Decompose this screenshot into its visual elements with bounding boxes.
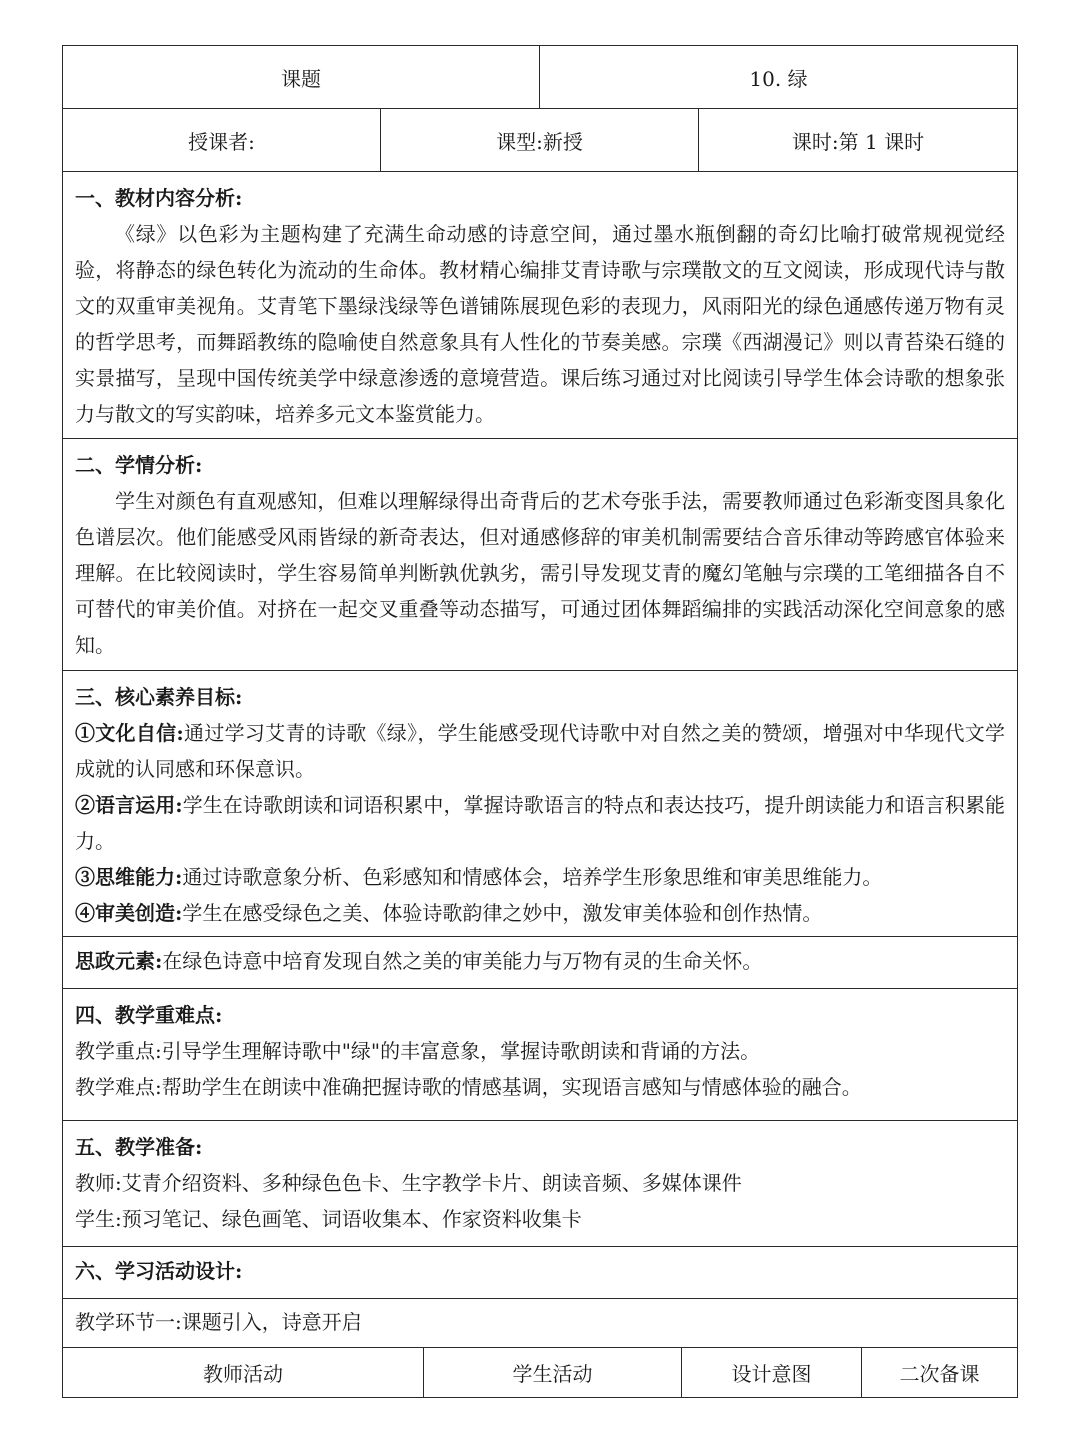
column-header: 学生活动 (424, 1348, 682, 1397)
section-body: 《绿》以色彩为主题构建了充满生命动感的诗意空间，通过墨水瓶倒翻的奇幻比喻打破常规视觉经验，将静态的绿色转化为流动的生命体。教材精心编排艾青诗歌与宗璞散文的互文阅读，形成现代诗与散文的双重审美视角。艾青笔下墨绿浅绿等色谱铺陈展现色彩的表现力，风雨阳光的绿色通感传递万物有灵的哲学思考，而舞蹈教练的隐喻使自然意象具有人性化的节奏美感。宗璞《西湖漫记》则以青苔染石缝的实景描写，呈现中国传统美学中绿意渗透的意境营造。课后练习通过对比阅读引导学生体会诗歌的想象张力与散文的写实韵味，培养多元文本鉴赏能力。 (75, 222, 1005, 426)
section-title: 六、学习活动设计: (75, 1259, 243, 1283)
column-header: 设计意图 (682, 1348, 862, 1397)
section-title: 一、教材内容分析: (75, 186, 243, 210)
goal-label: ④审美创造: (75, 901, 183, 925)
goal-label: ③思维能力: (75, 865, 183, 889)
step-row (63, 1299, 1017, 1348)
student-preparation: 学生:预习笔记、绿色画笔、词语收集本、作家资料收集卡 (75, 1207, 582, 1231)
goal-text: 学生在感受绿色之美、体验诗歌韵律之妙中，激发审美体验和创作热情。 (182, 901, 823, 925)
section-key-difficult-points (63, 989, 1017, 1121)
teacher-label: 授课者: (63, 109, 381, 171)
difficult-point: 教学难点:帮助学生在朗读中准确把握诗歌的情感基调，实现语言感知与情感体验的融合。 (75, 1075, 862, 1099)
section-preparation (63, 1121, 1017, 1247)
topic-value: 10. 绿 (749, 66, 808, 91)
goal-text: 学生在诗歌朗读和词语积累中，掌握诗歌语言的特点和表达技巧，提升朗读能力和语言积累能力。 (75, 793, 1005, 853)
column-header: 二次备课 (899, 1362, 980, 1386)
goal-label: ①文化自信: (75, 721, 184, 745)
ideology-row (63, 937, 1017, 989)
lesson-period: 课时:第 1 课时 (791, 129, 925, 154)
goal-text: 通过学习艾青的诗歌《绿》，学生能感受现代诗歌中对自然之美的赞颂，增强对中华现代文学成就的认同感和环保意识。 (75, 721, 1006, 781)
goal-label: ②语言运用: (75, 793, 183, 817)
info-row (63, 109, 1017, 172)
goal-item (75, 859, 1005, 895)
goal-item (75, 715, 1005, 787)
section-title: 四、教学重难点: (75, 1003, 223, 1027)
key-point: 教学重点:引导学生理解诗歌中"绿"的丰富意象，掌握诗歌朗读和背诵的方法。 (75, 1039, 761, 1063)
lesson-type: 课型:新授 (381, 109, 699, 171)
section-activity-design (63, 1247, 1017, 1299)
ideology-label: 思政元素: (75, 949, 163, 973)
lesson-plan-table (62, 45, 1018, 1398)
goal-text: 通过诗歌意象分析、色彩感知和情感体会，培养学生形象思维和审美思维能力。 (182, 865, 883, 889)
ideology-text: 在绿色诗意中培育发现自然之美的审美能力与万物有灵的生命关怀。 (162, 949, 763, 973)
goal-item (75, 895, 1005, 931)
activity-columns-header (63, 1348, 1017, 1397)
teacher-preparation: 教师:艾青介绍资料、多种绿色色卡、生字教学卡片、朗读音频、多媒体课件 (75, 1171, 742, 1195)
section-student-analysis (63, 439, 1017, 671)
section-title: 三、核心素养目标: (75, 685, 243, 709)
teaching-step: 教学环节一:课题引入，诗意开启 (75, 1310, 362, 1334)
goal-item (75, 787, 1005, 859)
topic-label: 课题 (63, 46, 540, 108)
column-header: 教师活动 (63, 1348, 424, 1397)
section-body: 学生对颜色有直观感知，但难以理解绿得出奇背后的艺术夸张手法，需要教师通过色彩渐变图具象化色谱层次。他们能感受风雨皆绿的新奇表达，但对通感修辞的审美机制需要结合音乐律动等跨感官体验来理解。在比较阅读时，学生容易简单判断孰优孰劣，需引导发现艾青的魔幻笔触与宗璞的工笔细描各自不可替代的审美价值。对挤在一起交叉重叠等动态描写，可通过团体舞蹈编排的实践活动深化空间意象的感知。 (75, 489, 1005, 657)
section-material-analysis (63, 172, 1017, 439)
section-title: 五、教学准备: (75, 1135, 203, 1159)
section-core-goals (63, 671, 1017, 937)
topic-row (63, 46, 1017, 109)
section-title: 二、学情分析: (75, 453, 203, 477)
